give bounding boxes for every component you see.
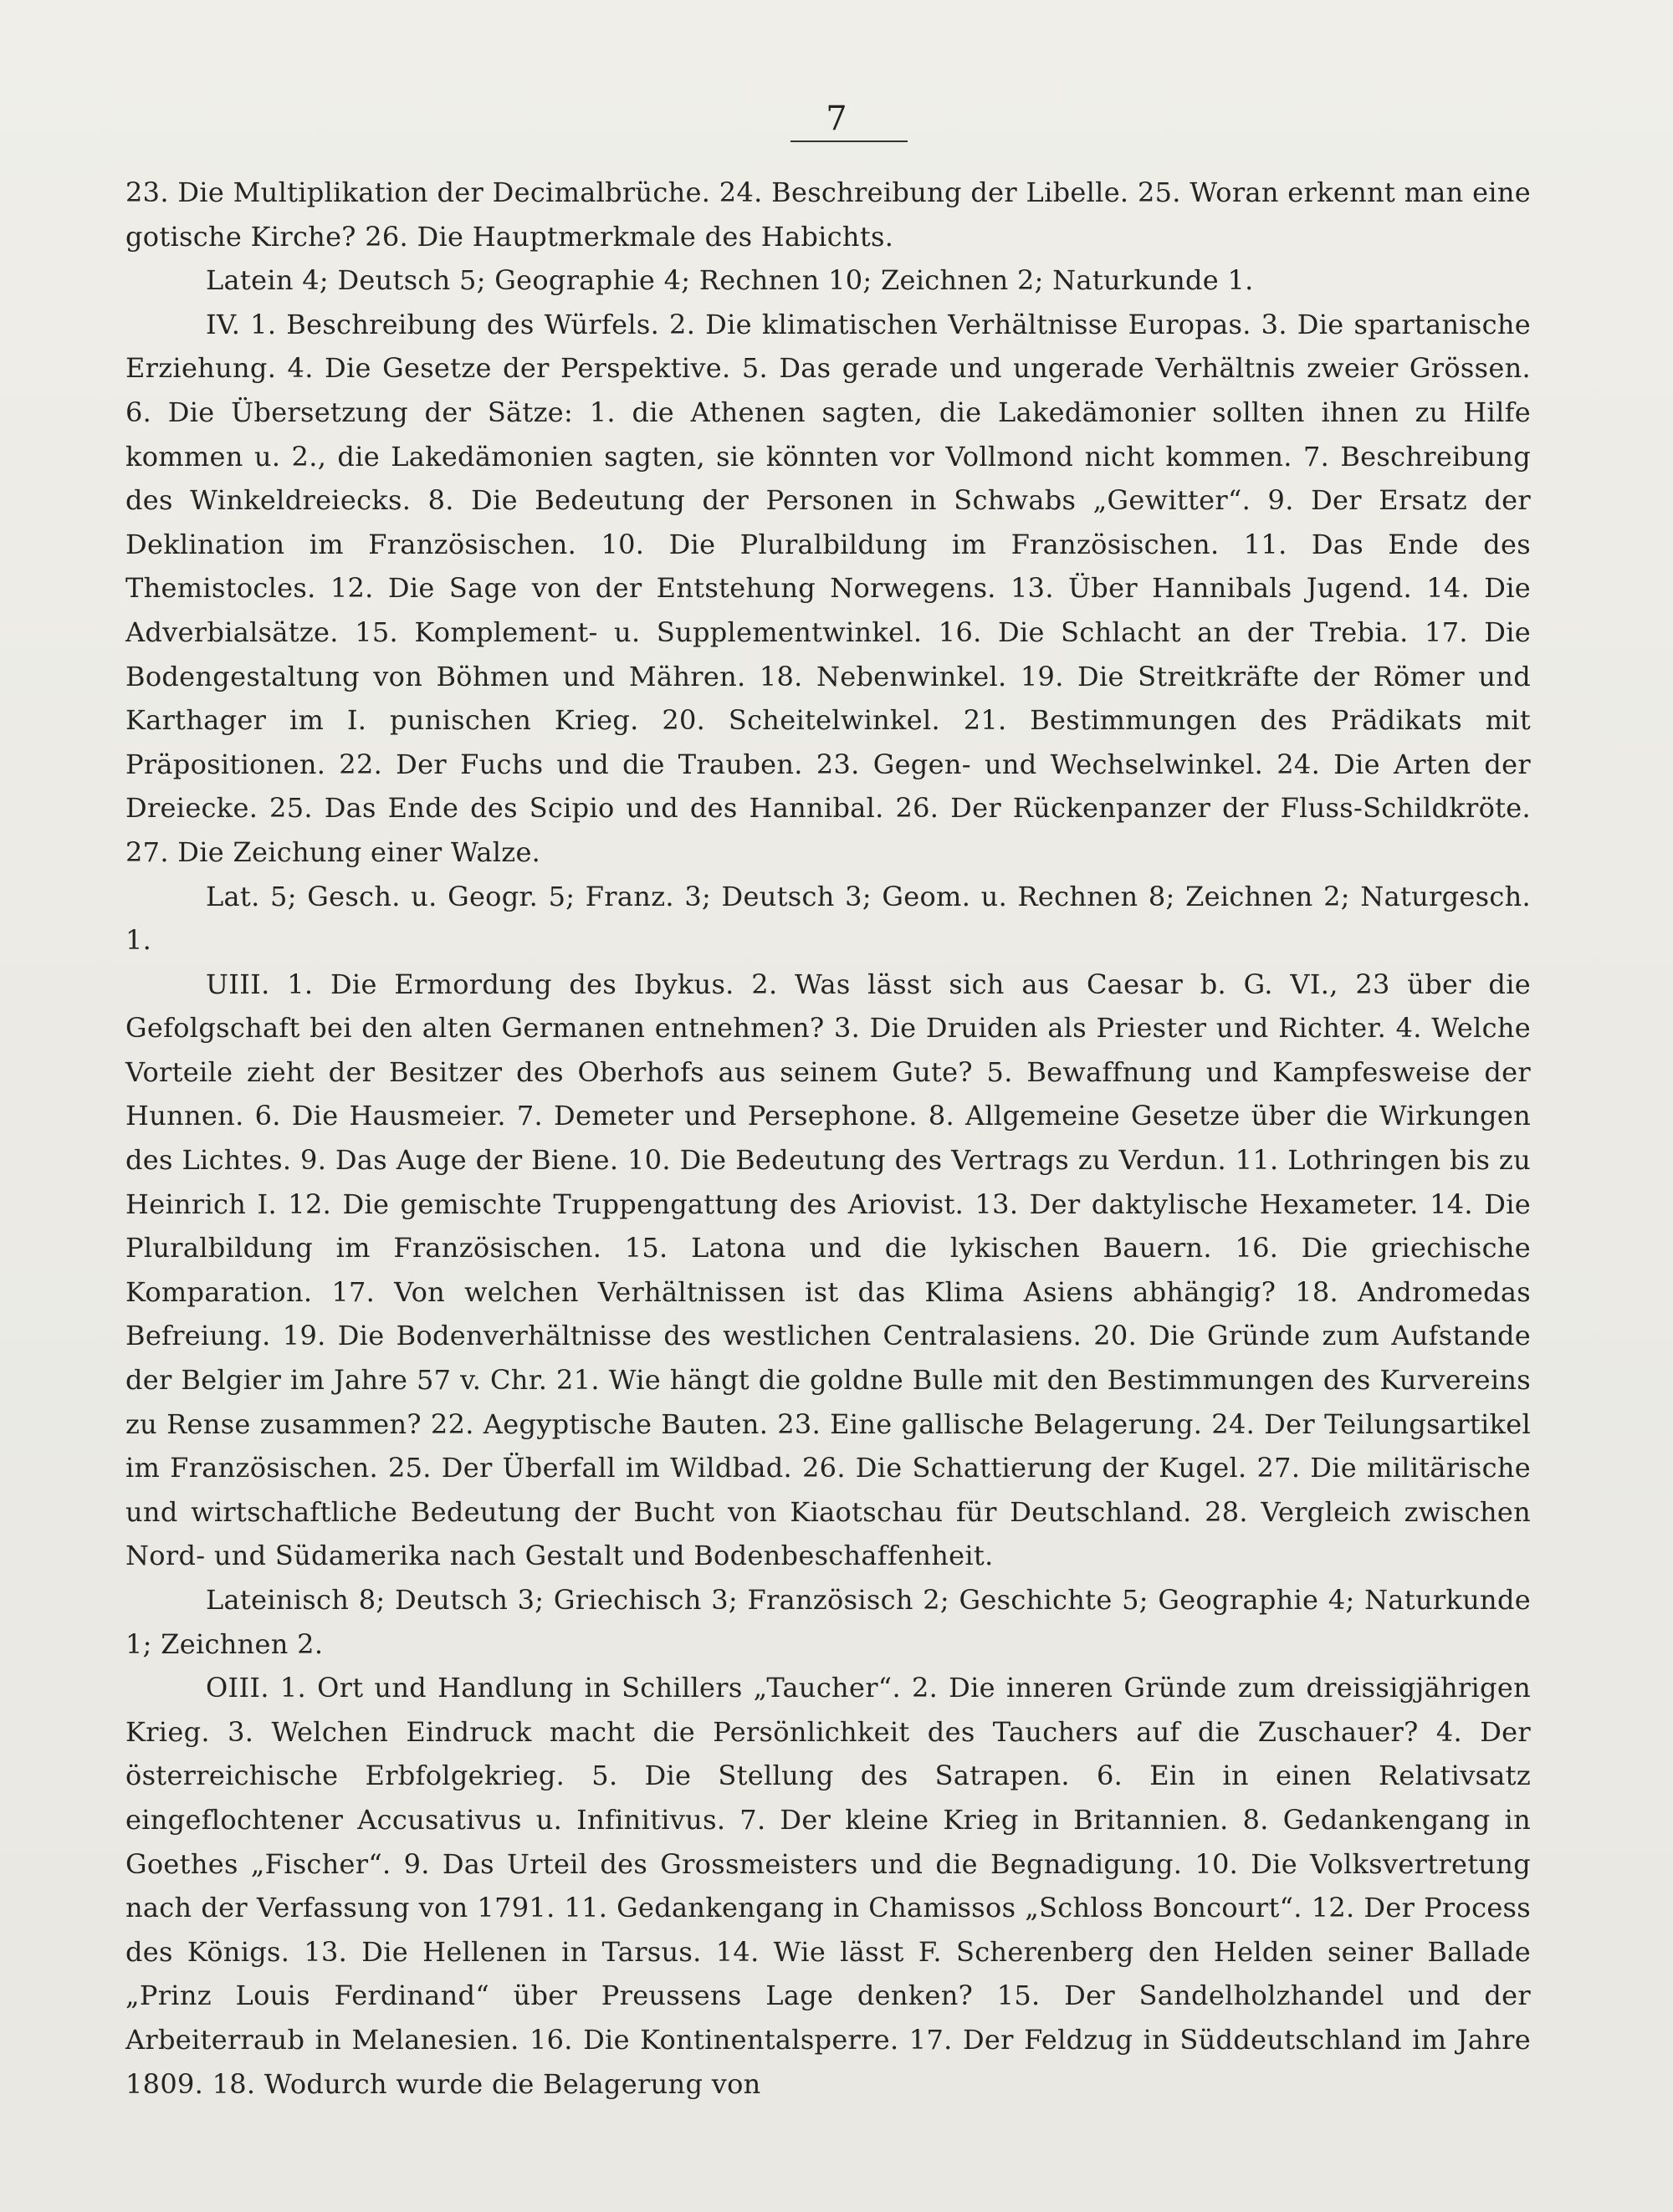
paragraph-topics-v-continued: 23. Die Multiplikation der Decimalbrüche. 24. Beschreibung der Libelle. 25. Woran erkennt man eine gotische Kirche? 26. Die Hauptmerkmale des Habichts. — [125, 176, 1531, 253]
paragraph-hours-iv: Lat. 5; Gesch. u. Geogr. 5; Franz. 3; Deutsch 3; Geom. u. Rechnen 8; Zeichnen 2; Naturgesch. 1. — [125, 880, 1531, 957]
paragraph-hours-uiii: Lateinisch 8; Deutsch 3; Griechisch 3; Französisch 2; Geschichte 5; Geographie 4; Naturkunde 1; Zeichnen 2. — [125, 1584, 1531, 1660]
paragraph-topics-iv: IV. 1. Beschreibung des Würfels. 2. Die klimatischen Verhältnisse Europas. 3. Die spartanische Erziehung. 4. Die Gesetze der Perspektive. 5. Das gerade und ungerade Verhältnis zweier Grössen. 6. Die Übersetzung der Sätze: 1. die Athenen sagten, die Lakedämonier sollten ihnen zu Hilfe kommen u. 2., die Lakedämonien sagten, sie könnten vor Vollmond nicht kommen. 7. Beschreibung des Winkeldreiecks. 8. Die Bedeutung der Personen in Schwabs „Gewitter“. 9. Der Ersatz der Deklination im Französischen. 10. Die Pluralbildung im Französischen. 11. Das Ende des Themistocles. 12. Die Sage von der Entstehung Norwegens. 13. Über Hannibals Jugend. 14. Die Adverbialsätze. 15. Komplement- u. Supplementwinkel. 16. Die Schlacht an der Trebia. 17. Die Bodengestaltung von Böhmen und Mähren. 18. Nebenwinkel. 19. Die Streitkräfte der Römer und Karthager im I. punischen Krieg. 20. Scheitelwinkel. 21. Bestimmungen des Prädikats mit Präpositionen. 22. Der Fuchs und die Trauben. 23. Gegen- und Wechselwinkel. 24. Die Arten der Dreiecke. 25. Das Ende des Scipio und des Hannibal. 26. Der Rückenpanzer der Fluss-Schildkröte. 27. Die Zeichung einer Walze. — [125, 308, 1531, 868]
header-rule — [790, 140, 908, 142]
paragraph-topics-oiii: OIII. 1. Ort und Handlung in Schillers „Taucher“. 2. Die inneren Gründe zum dreissigjährigen Krieg. 3. Welchen Eindruck macht die Persönlichkeit des Tauchers auf die Zuschauer? 4. Der österreichische Erbfolgekrieg. 5. Die Stellung des Satrapen. 6. Ein in einen Relativsatz eingeflochtener Accusativus u. Infinitivus. 7. Der kleine Krieg in Britannien. 8. Gedankengang in Goethes „Fischer“. 9. Das Urteil des Grossmeisters und die Begnadigung. 10. Die Volksvertretung nach der Verfassung von 1791. 11. Gedankengang in Chamissos „Schloss Boncourt“. 12. Der Process des Königs. 13. Die Hellenen in Tarsus. 14. Wie lässt F. Scherenberg den Helden seiner Ballade „Prinz Louis Ferdinand“ über Preussens Lage denken? 15. Der Sandelholzhandel und der Arbeiterraub in Melanesien. 16. Die Kontinentalsperre. 17. Der Feldzug in Süddeutschland im Jahre 1809. 18. Wodurch wurde die Belagerung von — [125, 1672, 1531, 2100]
paragraph-hours-v: Latein 4; Deutsch 5; Geographie 4; Rechnen 10; Zeichnen 2; Naturkunde 1. — [206, 264, 1254, 297]
paragraph-topics-uiii: UIII. 1. Die Ermordung des Ibykus. 2. Was lässt sich aus Caesar b. G. VI., 23 über die Gefolgschaft bei den alten Germanen entnehmen? 3. Die Druiden als Priester und Richter. 4. Welche Vorteile zieht der Besitzer des Oberhofs aus seinem Gute? 5. Bewaffnung und Kampfesweise der Hunnen. 6. Die Hausmeier. 7. Demeter und Persephone. 8. Allgemeine Gesetze über die Wirkungen des Lichtes. 9. Das Auge der Biene. 10. Die Bedeutung des Vertrags zu Verdun. 11. Lothringen bis zu Heinrich I. 12. Die gemischte Truppengattung des Ariovist. 13. Der daktylische Hexameter. 14. Die Pluralbildung im Französischen. 15. Latona und die lykischen Bauern. 16. Die griechische Komparation. 17. Von welchen Verhältnissen ist das Klima Asiens abhängig? 18. Andromedas Befreiung. 19. Die Bodenverhältnisse des westlichen Centralasiens. 20. Die Gründe zum Aufstande der Belgier im Jahre 57 v. Chr. 21. Wie hängt die goldne Bulle mit den Bestimmungen des Kurvereins zu Rense zusammen? 22. Aegyptische Bauten. 23. Eine gallische Belagerung. 24. Der Teilungsartikel im Französischen. 25. Der Überfall im Wildbad. 26. Die Schattierung der Kugel. 27. Die militärische und wirtschaftliche Bedeutung der Bucht von Kiaotschau für Deutschland. 28. Vergleich zwischen Nord- und Südamerika nach Gestalt und Bodenbeschaffenheit. — [125, 968, 1531, 1572]
page-body — [125, 171, 1531, 2106]
page-number: 7 — [826, 100, 847, 138]
